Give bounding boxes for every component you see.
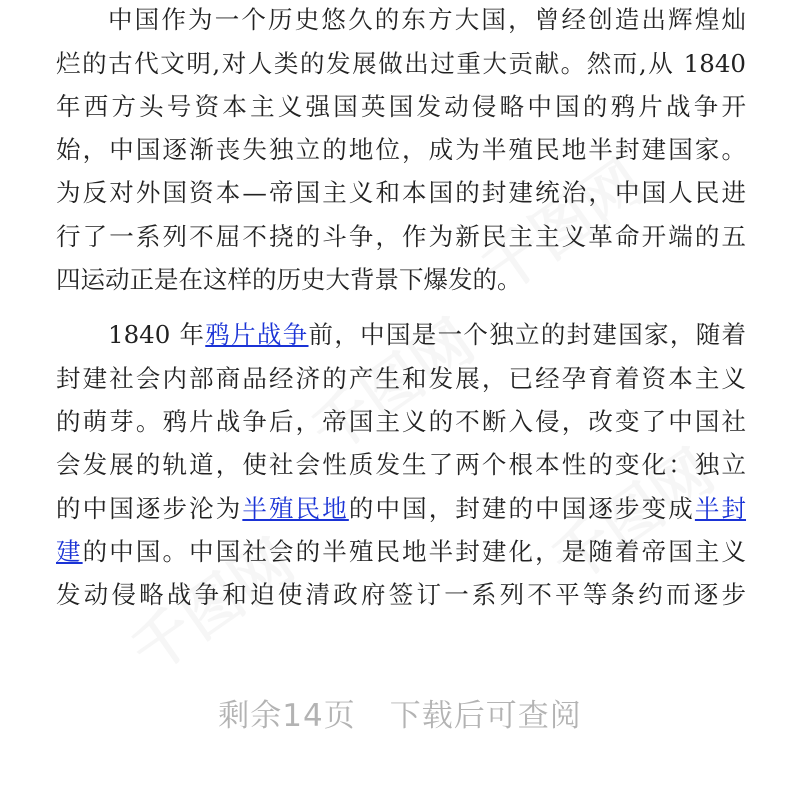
paragraph-2-line [56,357,746,401]
remaining-pages-label: 剩余14页 [218,698,356,734]
text-run: 封建社会内部商品经济的产生和发展，已经孕育着资本主义 [56,364,746,393]
paragraph-1-line [108,0,746,42]
hyperlink[interactable]: 建 [56,537,83,566]
text-run: 的中国，封建的中国逐步变成 [348,494,695,523]
paragraph-1-line [56,258,746,302]
text-run: 1840 年 [108,320,206,349]
paragraph-2-line [108,313,746,357]
text-run: 四运动正是在这样的历史大背景下爆发的。 [56,265,522,294]
paragraph-1-line [56,128,746,172]
text-run: 前，中国是一个独立的封建国家，随着 [308,320,747,349]
paragraph-2-line [56,573,746,617]
remaining-pages-banner[interactable] [0,690,800,738]
text-run: 为反对外国资本—帝国主义和本国的封建统治，中国人民进 [56,178,746,207]
hyperlink[interactable]: 鸦片战争 [205,320,309,349]
hyperlink[interactable]: 半封 [694,494,747,523]
text-run: 的中国逐步沦为 [56,494,243,523]
text-run: 始，中国逐渐丧失独立的地位，成为半殖民地半封建国家。 [56,135,746,164]
text-run: 年西方头号资本主义强国英国发动侵略中国的鸦片战争开 [56,92,746,121]
paragraph-1-line [56,215,746,259]
text-run: 烂的古代文明,对人类的发展做出过重大贡献。然而,从 1840 [56,49,746,78]
download-hint-label: 下载后可查阅 [389,698,582,734]
paragraph-2-line [56,443,746,487]
paragraph-1-line [56,42,746,86]
paragraph-2-line [56,530,746,574]
paragraph-2-line [56,487,746,531]
paragraph-1-line [56,171,746,215]
paragraph-2-line [56,400,746,444]
text-run: 会发展的轨道，使社会性质发生了两个根本性的变化：独立 [56,450,746,479]
text-run: 发动侵略战争和迫使清政府签订一系列不平等条约而逐步 [56,580,746,609]
text-run: 的中国。中国社会的半殖民地半封建化，是随着帝国主义 [82,537,747,566]
paragraph-1-line [56,85,746,129]
text-run: 行了一系列不屈不挠的斗争，作为新民主主义革命开端的五 [56,222,746,251]
text-run: 的萌芽。鸦片战争后，帝国主义的不断入侵，改变了中国社 [56,407,746,436]
hyperlink[interactable]: 半殖民地 [242,494,349,523]
text-run: 中国作为一个历史悠久的东方大国，曾经创造出辉煌灿 [108,5,746,34]
